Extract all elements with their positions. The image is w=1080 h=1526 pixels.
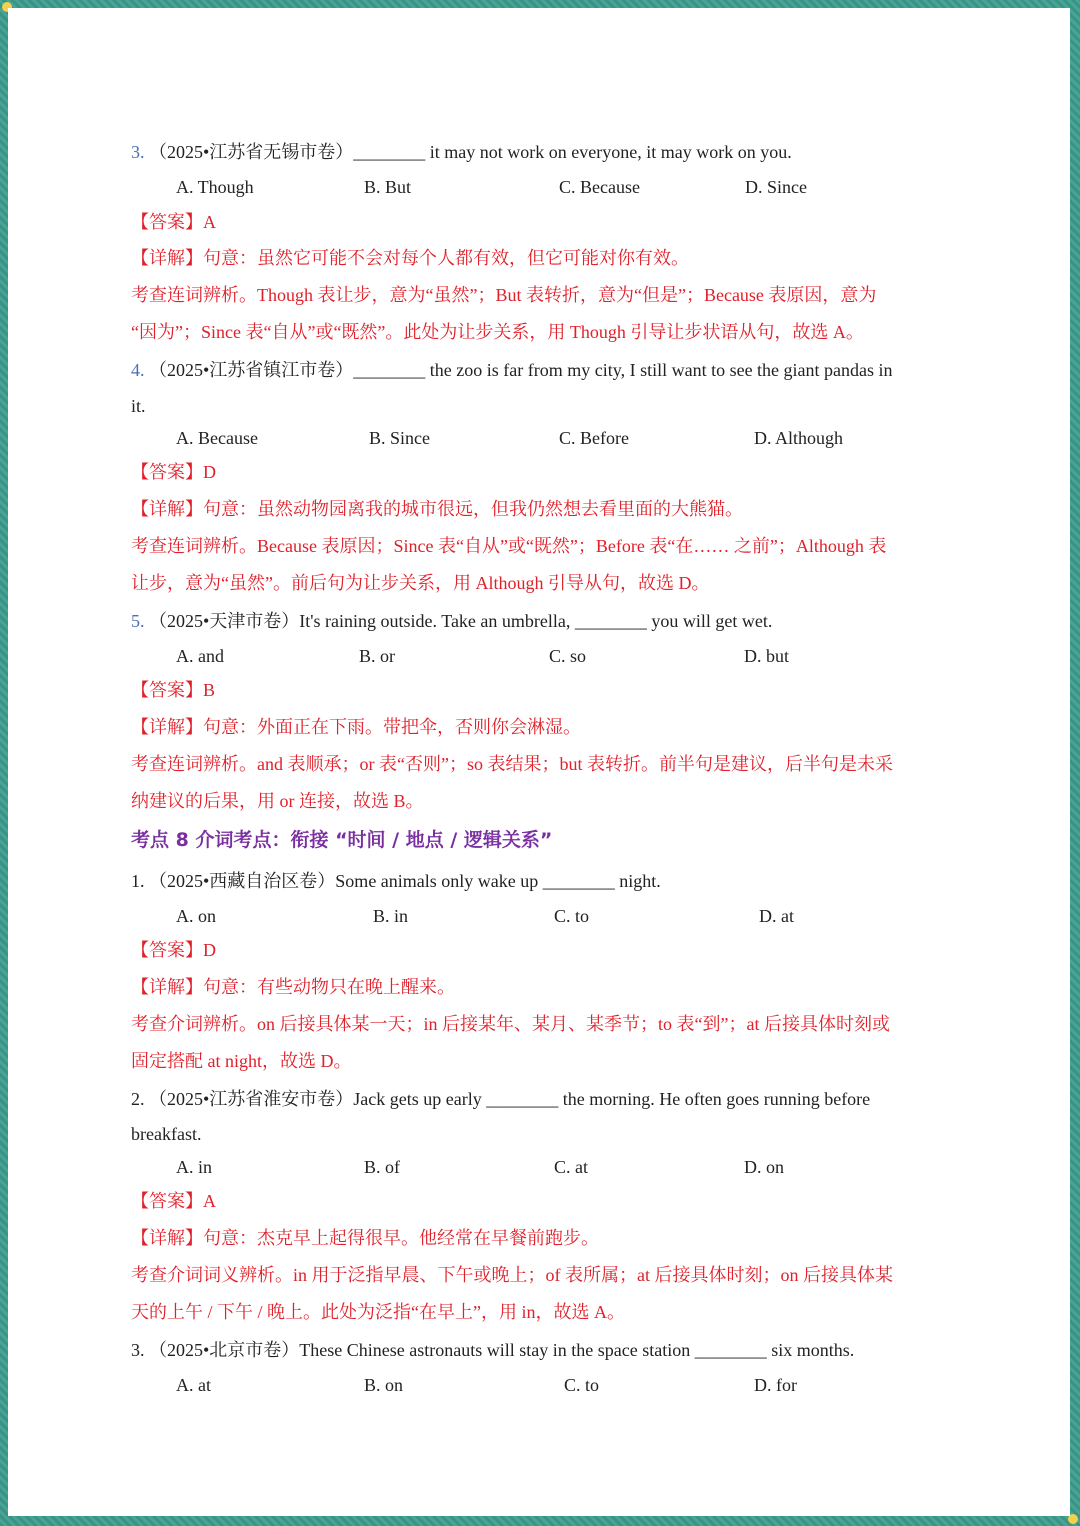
answer: 【答案】A xyxy=(131,212,216,232)
detail: 【详解】句意：杰克早上起得很早。他经常在早餐前跑步。 xyxy=(131,1228,599,1248)
answer: 【答案】A xyxy=(131,1191,216,1211)
question-text-continued: breakfast. xyxy=(131,1124,202,1144)
option-a: A. in xyxy=(176,1157,212,1177)
document-page xyxy=(8,8,1070,1516)
option-b: B. or xyxy=(359,646,395,666)
option-c: C. to xyxy=(554,906,590,926)
answer: 【答案】B xyxy=(131,680,216,700)
option-d: D. for xyxy=(754,1375,797,1395)
analysis-line-1: 考查连词辨析。Though 表让步，意为“虽然”；But 表转折，意为“但是”；Because 表原因，意为 xyxy=(131,285,877,305)
section-heading: 考点 8 介词考点：衔接 “时间 / 地点 / 逻辑关系” xyxy=(131,829,553,851)
option-b: B. in xyxy=(373,906,409,926)
question-4 xyxy=(131,358,893,382)
option-b: B. of xyxy=(364,1157,400,1177)
answer: 【答案】D xyxy=(131,940,216,960)
option-d: D. at xyxy=(759,906,794,926)
analysis-line-2: 纳建议的后果，用 or 连接，故选 B。 xyxy=(131,791,424,811)
analysis-line-1: 考查连词辨析。and 表顺承；or 表“否则”；so 表结果；but 表转折。前半句是建议，后半句是未采 xyxy=(131,754,893,774)
question-number: 5. xyxy=(131,611,145,631)
option-b: B. But xyxy=(364,177,412,197)
detail: 【详解】句意：外面正在下雨。带把伞，否则你会淋湿。 xyxy=(131,717,581,737)
option-d: D. but xyxy=(744,646,789,666)
question-text: （2025•天津市卷）It's raining outside. Take an umbrella, ________ you will get wet. xyxy=(149,611,773,631)
option-c: C. to xyxy=(564,1375,600,1395)
question-number: 4. xyxy=(131,360,145,380)
option-c: C. Because xyxy=(559,177,640,197)
question-2: 2. （2025•江苏省淮安市卷）Jack gets up early ________ the morning. He often goes running before xyxy=(131,1089,871,1109)
question-text-continued: it. xyxy=(131,396,146,416)
analysis-line-1: 考查连词辨析。Because 表原因；Since 表“自从”或“既然”；Before 表“在…… 之前”；Although 表 xyxy=(131,536,887,556)
option-d: D. Although xyxy=(754,428,844,448)
answer: 【答案】D xyxy=(131,462,216,482)
option-b: B. on xyxy=(364,1375,404,1395)
option-c: C. so xyxy=(549,646,587,666)
analysis-line-2: 让步，意为“虽然”。前后句为让步关系，用 Although 引导从句，故选 D。 xyxy=(131,573,710,593)
detail: 【详解】句意：虽然动物园离我的城市很远，但我仍然想去看里面的大熊猫。 xyxy=(131,499,743,519)
analysis-line-2: “因为”；Since 表“自从”或“既然”。此处为让步关系，用 Though 引导让步状语从句，故选 A。 xyxy=(131,322,864,342)
question-number: 3. xyxy=(131,142,145,162)
detail: 【详解】句意：虽然它可能不会对每个人都有效，但它可能对你有效。 xyxy=(131,248,689,268)
option-a: A. at xyxy=(176,1375,211,1395)
question-text: （2025•江苏省无锡市卷）________ it may not work on everyone, it may work on you. xyxy=(149,142,792,162)
question-5 xyxy=(131,609,772,633)
option-c: C. at xyxy=(554,1157,588,1177)
option-a: A. and xyxy=(176,646,224,666)
option-d: D. on xyxy=(744,1157,784,1177)
analysis-line-2: 天的上午 / 下午 / 晚上。此处为泛指“在早上”，用 in，故选 A。 xyxy=(131,1302,625,1322)
detail: 【详解】句意：有些动物只在晚上醒来。 xyxy=(131,977,455,997)
option-d: D. Since xyxy=(745,177,807,197)
option-b: B. Since xyxy=(369,428,430,448)
analysis-line-1: 考查介词辨析。on 后接具体某一天；in 后接某年、某月、某季节；to 表“到”；at 后接具体时刻或 xyxy=(131,1014,890,1034)
question-1: 1. （2025•西藏自治区卷）Some animals only wake up ________ night. xyxy=(131,871,661,891)
question-text: （2025•江苏省镇江市卷）________ the zoo is far from my city, I still want to see the giant pandas in xyxy=(149,360,893,380)
option-a: A. Though xyxy=(176,177,254,197)
question-3: 3. （2025•北京市卷）These Chinese astronauts will stay in the space station ________ six months. xyxy=(131,1340,855,1360)
option-c: C. Before xyxy=(559,428,629,448)
option-a: A. Because xyxy=(176,428,258,448)
analysis-line-2: 固定搭配 at night，故选 D。 xyxy=(131,1051,352,1071)
question-3 xyxy=(131,140,792,164)
option-a: A. on xyxy=(176,906,216,926)
analysis-line-1: 考查介词词义辨析。in 用于泛指早晨、下午或晚上；of 表所属；at 后接具体时刻；on 后接具体某 xyxy=(131,1265,893,1285)
